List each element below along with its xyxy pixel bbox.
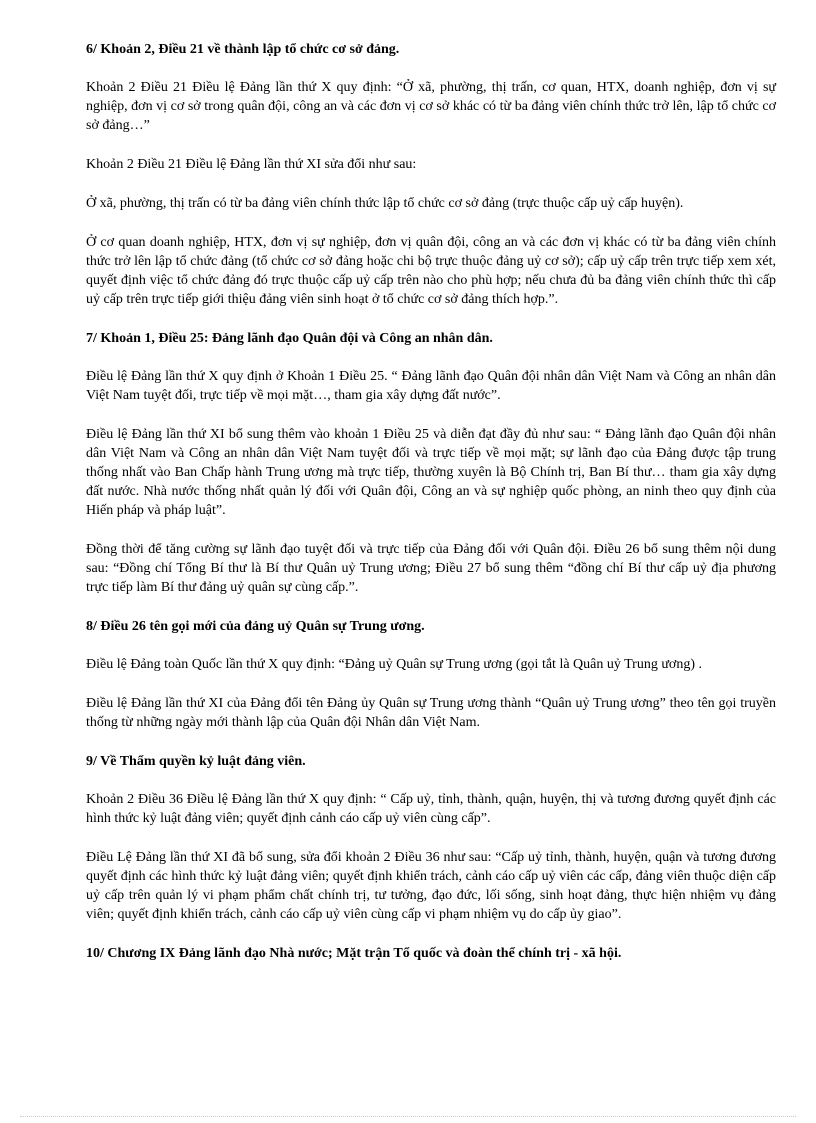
paragraph: Ở cơ quan doanh nghiệp, HTX, đơn vị sự nghiệp, đơn vị quân đội, công an và các đơn vị khác có từ ba đảng viên chính thức trở lên lập tổ chức đảng (tổ chức cơ sở đảng hoặc chi bộ trực thuộc đảng uỷ cơ sở); cấp uỷ cấp trên trực tiếp xem xét, quyết định việc tổ chức đảng đó trực thuộc cấp uỷ cấp trên nào cho phù hợp; nếu chưa đủ ba đảng viên chính thức thì cấp uỷ cấp trên trực tiếp giới thiệu đảng viên sinh hoạt ở tổ chức cơ sở đảng thích hợp.”. [86, 235, 776, 307]
page-bottom-divider [20, 1116, 796, 1117]
document-page [86, 40, 776, 982]
paragraph: Điều Lệ Đảng lần thứ XI đã bổ sung, sửa đổi khoản 2 Điều 36 như sau: “Cấp uỷ tỉnh, thành, huyện, quận và tương đương quyết định các hình thức kỷ luật đảng viên; quyết định khiển trách, cảnh cáo cấp uỷ viên các cấp, đảng viên thuộc diện cấp uỷ cấp trên quản lý vi phạm phẩm chất chính trị, tư tưởng, đạo đức, lối sống, sinh hoạt đảng, thực hiện nhiệm vụ đảng viên; quyết định khiển trách, cảnh cáo cấp uỷ viên cùng cấp vi phạm nhiệm vụ do cấp ủy giao”. [86, 850, 776, 922]
section-heading: 8/ Điều 26 tên gọi mới của đảng uỷ Quân sự Trung ương. [86, 619, 425, 634]
section-10 [86, 944, 776, 963]
paragraph: Điều lệ Đảng toàn Quốc lần thứ X quy định: “Đảng uỷ Quân sự Trung ương (gọi tắt là Quân uỷ Trung ương) . [86, 657, 702, 672]
section-8 [86, 617, 776, 732]
paragraph: Điều lệ Đảng lần thứ XI bổ sung thêm vào khoản 1 Điều 25 và diễn đạt đầy đủ như sau: “ Đảng lãnh đạo Quân đội nhân dân Việt Nam và Công an nhân dân Việt Nam tuyệt đối và trực tiếp về mọi mặt; sự lãnh đạo của Đảng được tập trung thống nhất vào Ban Chấp hành Trung ương mà trực tiếp, thường xuyên là Bộ Chính trị, Ban Bí thư… tham gia xây dựng đất nước. Nhà nước thống nhất quản lý đối với Quân đội, Công an và sự nghiệp quốc phòng, an ninh theo quy định của Hiến pháp và pháp luật”. [86, 427, 776, 518]
section-heading: 7/ Khoản 1, Điều 25: Đảng lãnh đạo Quân đội và Công an nhân dân. [86, 331, 493, 346]
paragraph: Ở xã, phường, thị trấn có từ ba đảng viên chính thức lập tổ chức cơ sở đảng (trực thuộc cấp uỷ cấp huyện). [86, 196, 684, 211]
paragraph: Điều lệ Đảng lần thứ X quy định ở Khoản 1 Điều 25. “ Đảng lãnh đạo Quân đội nhân dân Việt Nam và Công an nhân dân Việt Nam tuyệt đối, trực tiếp về mọi mặt…, tham gia xây dựng đất nước”. [86, 369, 776, 403]
section-6 [86, 40, 776, 309]
paragraph: Khoản 2 Điều 21 Điều lệ Đảng lần thứ XI sửa đổi như sau: [86, 157, 417, 172]
section-heading: 9/ Về Thẩm quyền kỷ luật đảng viên. [86, 754, 306, 769]
section-9 [86, 752, 776, 924]
section-heading: 10/ Chương IX Đảng lãnh đạo Nhà nước; Mặt trận Tổ quốc và đoàn thể chính trị - xã hội. [86, 946, 622, 961]
section-heading: 6/ Khoản 2, Điều 21 về thành lập tổ chức cơ sở đảng. [86, 42, 400, 57]
paragraph: Khoản 2 Điều 21 Điều lệ Đảng lần thứ X quy định: “Ở xã, phường, thị trấn, cơ quan, HTX, doanh nghiệp, đơn vị sự nghiệp, đơn vị cơ sở trong quân đội, công an và các đơn vị cơ sở khác có từ ba đảng viên chính thức trở lên, lập tổ chức cơ sở đảng…” [86, 80, 776, 133]
paragraph: Đồng thời để tăng cường sự lãnh đạo tuyệt đối và trực tiếp của Đảng đối với Quân đội. Điều 26 bổ sung thêm nội dung sau: “Đồng chí Tổng Bí thư là Bí thư Quân uỷ Trung ương; Điều 27 bổ sung thêm “đồng chí Bí thư cấp uỷ địa phương trực tiếp làm Bí thư đảng uỷ quân sự cùng cấp.”. [86, 542, 776, 595]
paragraph: Điều lệ Đảng lần thứ XI của Đảng đổi tên Đảng ủy Quân sự Trung ương thành “Quân uỷ Trung ương” theo tên gọi truyền thống từ những ngày mới thành lập của Quân đội Nhân dân Việt Nam. [86, 696, 776, 730]
section-7 [86, 329, 776, 597]
paragraph: Khoản 2 Điều 36 Điều lệ Đảng lần thứ X quy định: “ Cấp uỷ, tỉnh, thành, quận, huyện, thị và tương đương quyết định các hình thức kỷ luật đảng viên; quyết định cảnh cáo cấp uỷ viên cùng cấp”. [86, 792, 776, 826]
